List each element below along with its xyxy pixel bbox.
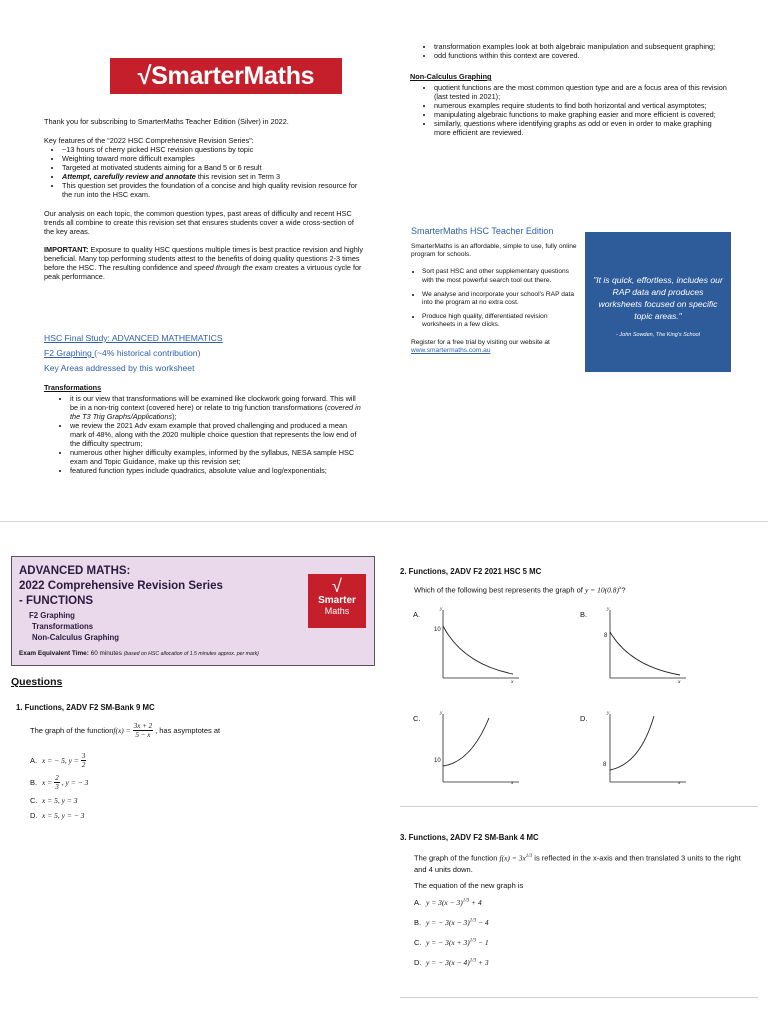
- q3-function-exponent: 1/3: [525, 854, 533, 859]
- banner-logo-word2: Maths: [324, 606, 350, 616]
- q1-stem-end: , has asymptotes at: [155, 726, 221, 735]
- promo-item: • We analyse and incorporate your school's RAP data into the program at no extra cost.: [422, 291, 581, 307]
- q2-stem-text: Which of the following best represents the graph of: [414, 585, 583, 595]
- intro-section: [44, 117, 364, 281]
- q3-option-d-label: D.: [414, 958, 422, 967]
- transformations-item: • odd functions within this context are covered.: [434, 51, 730, 60]
- q1-option-b-label: B.: [30, 778, 38, 787]
- q3-stem-middle: is reflected in the x-axis and then translated 3 units to the right and 4 units down.: [414, 853, 741, 874]
- q2-graph-a[interactable]: [413, 606, 523, 688]
- y-axis-label: y: [607, 710, 610, 716]
- q1-option-d[interactable]: [30, 811, 84, 820]
- questions-heading: Questions: [11, 676, 63, 688]
- banner-line1: ADVANCED MATHS:: [19, 565, 131, 577]
- q1-option-d-text: x = 5, y = − 3: [42, 811, 85, 820]
- q2-graph-d[interactable]: [580, 710, 690, 792]
- important-text: [44, 245, 364, 281]
- banner-sub1: F2 Graphing: [29, 611, 75, 620]
- transformations-continued-list: [410, 42, 730, 60]
- f2-graphing-link[interactable]: F2 Graphing: [44, 348, 95, 358]
- q3-stem-question: The equation of the new graph is: [414, 881, 524, 890]
- bottom-divider: [400, 997, 758, 998]
- q3-stem-start: The graph of the function: [414, 853, 498, 863]
- x-axis-label: x: [511, 780, 514, 786]
- q2-graph-b-label: B.: [580, 610, 588, 619]
- fraction-denominator: 2: [81, 761, 86, 769]
- q1-function: f(x) =: [113, 726, 131, 735]
- features-list: [44, 145, 364, 199]
- transformations-item: • featured function types include quadratics, absolute value and log/exponentials;: [70, 466, 364, 475]
- banner-line3: - FUNCTIONS: [19, 595, 94, 607]
- q2-question-mark: ?: [621, 585, 626, 595]
- non-calculus-item: • numerous examples require students to find both horizontal and vertical asymptotes;: [434, 101, 730, 110]
- transformations-item: • numerous other higher difficulty examples, informed by the syllabus, NESA sample HSC exam and Topic Guidance, make up this revision set;: [70, 448, 364, 466]
- important-label: IMPORTANT:: [44, 245, 89, 254]
- q3-option-b-text: y = − 3(x − 3): [426, 918, 470, 927]
- q3-option-a-text: y = 3(x − 3): [426, 898, 463, 907]
- q2-graph-d-intercept: 8: [603, 762, 607, 768]
- q2-graph-a-intercept: 10: [434, 627, 441, 633]
- study-title-link[interactable]: HSC Final Study: ADVANCED MATHEMATICS: [44, 333, 223, 343]
- q2-equation-exponent: x: [618, 585, 622, 591]
- transformations-item-text: it is our view that transformations will be examined like clockwork going forward. This will be in a non-trig context (covered here) or relate to trig function transformations (: [70, 394, 356, 412]
- q2-graph-b[interactable]: [580, 606, 690, 688]
- q2-graph-c-plot: [413, 710, 523, 792]
- q1-option-a-fraction: [81, 752, 87, 769]
- question-3-stem: [414, 851, 744, 875]
- banner-sub2: Transformations: [32, 622, 94, 631]
- non-calculus-item: • similarly, questions where identifying graphs as odd or even in order to make graphing more efficient are reviewed.: [434, 119, 730, 137]
- website-link[interactable]: www.smartermaths.com.au: [411, 346, 491, 354]
- q2-graph-c-intercept: 10: [434, 758, 441, 764]
- q1-option-b-rest: , y = − 3: [61, 778, 89, 787]
- q2-graph-b-plot: [580, 606, 690, 688]
- q1-option-a-text: x = − 5, y =: [42, 756, 79, 765]
- promo-quote: "It is quick, effortless, includes our RAP data and produces worksheets focused on specific topic areas.": [593, 275, 723, 321]
- q3-function: f(x) = 3x: [499, 853, 526, 863]
- q3-option-c-end: − 1: [476, 938, 489, 947]
- q3-option-c-exponent: 1/3: [469, 938, 477, 944]
- banner-line2: 2022 Comprehensive Revision Series: [19, 580, 223, 592]
- non-calculus-item: • manipulating algebraic functions to make graphing easier and more efficient is covered;: [434, 110, 730, 119]
- q2-graph-a-label: A.: [413, 610, 421, 619]
- exam-time-value: 60 minutes: [88, 650, 124, 657]
- q3-option-a-end: + 4: [469, 898, 482, 907]
- q1-fraction: [133, 722, 153, 739]
- banner-logo-check: √: [332, 576, 342, 596]
- q1-option-c[interactable]: [30, 796, 78, 805]
- features-heading: Key features of the “2022 HSC Comprehensive Revision Series”:: [44, 136, 254, 145]
- q3-option-c-text: y = − 3(x + 3): [426, 938, 470, 947]
- y-axis-label: y: [607, 606, 610, 612]
- q1-option-a[interactable]: [30, 752, 88, 769]
- important-body: Exposure to quality HSC questions multiple times is best practice revision and highly beneficial. Many top performing students attest to the benefits of doing quality questions 2-3 times before the HSC. The resulting confidence and: [44, 245, 364, 272]
- fraction-numerator: 3: [81, 752, 86, 760]
- non-calculus-item: • quotient functions are the most common question type and are a focus area of this revision (last tested in 2021);: [434, 83, 730, 101]
- banner-sub3: Non-Calculus Graphing: [32, 633, 120, 642]
- feature-emphasis: Attempt, carefully review and annotate: [62, 172, 196, 181]
- q1-option-c-label: C.: [30, 796, 38, 805]
- q3-option-c[interactable]: [414, 938, 489, 947]
- transformations-item-emphasis: covered in the T3 Trig Graphs/Applications: [70, 403, 361, 421]
- q2-graph-d-label: D.: [580, 714, 588, 723]
- analysis-text: Our analysis on each topic, the common question types, past areas of difficulty and recent HSC trends all combine to create this revision set that ensures students cover a wide cross-section of the key areas.: [44, 209, 354, 236]
- question-1-title: 1. Functions, 2ADV F2 SM-Bank 9 MC: [16, 703, 155, 712]
- x-axis-label: x: [678, 780, 681, 786]
- feature-item: • Weighting toward more difficult examples: [62, 154, 364, 163]
- q3-option-b-label: B.: [414, 918, 422, 927]
- q1-denominator: 5 − x: [135, 731, 151, 739]
- important-emphasis: speed through the exam: [193, 263, 273, 272]
- exam-time-note: (based on HSC allocation of 1.5 minutes approx. per mark): [123, 651, 259, 657]
- promo-list: [411, 268, 581, 329]
- study-topic-line: [44, 346, 364, 361]
- non-calculus-list: [410, 83, 730, 137]
- q3-option-a-label: A.: [414, 898, 422, 907]
- q2-equation: y = 10(0.8): [584, 585, 619, 595]
- q3-option-c-label: C.: [414, 938, 422, 947]
- historical-contribution: (~4% historical contribution): [94, 348, 201, 358]
- q3-option-d-exponent: 1/3: [469, 958, 477, 964]
- x-axis-label: x: [511, 679, 514, 685]
- transformations-item: [70, 394, 364, 421]
- q1-option-b-text: x =: [42, 778, 53, 787]
- feature-item: • This question set provides the foundation of a concise and high quality revision resource for the run into the HSC exam.: [62, 181, 364, 199]
- study-block: [44, 331, 364, 376]
- banner-logo: [308, 574, 366, 628]
- key-areas-line: Key Areas addressed by this worksheet: [44, 363, 195, 373]
- transformations-item-end: );: [172, 412, 177, 421]
- feature-item: • Targeted at motivated students aiming for a Band 5 or 6 result: [62, 163, 364, 172]
- q1-stem-start: The graph of the function: [30, 726, 114, 735]
- q1-option-c-text: x = 5, y = 3: [42, 796, 78, 805]
- question-2-title: 2. Functions, 2ADV F2 2021 HSC 5 MC: [400, 567, 542, 576]
- transformations-section: [44, 383, 364, 475]
- feature-item: • ~13 hours of cherry picked HSC revision questions by topic: [62, 145, 364, 154]
- transformations-heading: Transformations: [44, 383, 102, 392]
- y-axis-label: y: [440, 710, 443, 716]
- promo-item: • Sort past HSC and other supplementary questions with the most powerful search tool out there.: [422, 268, 581, 284]
- exam-time-label: Exam Equivalent Time:: [19, 650, 89, 657]
- non-calculus-heading: Non-Calculus Graphing: [410, 72, 492, 81]
- y-axis-label: y: [440, 606, 443, 612]
- feature-rest: this revision set in Term 3: [195, 172, 281, 181]
- q2-graph-d-plot: [580, 710, 690, 792]
- q2-graph-c[interactable]: [413, 710, 523, 792]
- thanks-text: Thank you for subscribing to SmarterMaths Teacher Edition (Silver) in 2022.: [44, 117, 289, 126]
- revision-banner: [11, 556, 375, 666]
- x-axis-label: x: [678, 679, 681, 685]
- feature-item: [62, 172, 364, 181]
- q2-graph-a-plot: [413, 606, 523, 688]
- question-1-stem: [30, 722, 220, 739]
- q1-option-d-label: D.: [30, 811, 38, 820]
- important-body-end: creates a virtuous cycle for peak performance.: [44, 263, 362, 281]
- q1-numerator: 3x + 2: [133, 722, 153, 730]
- q2-graph-c-label: C.: [413, 714, 421, 723]
- q3-option-d-end: + 3: [476, 958, 489, 967]
- promo-title: SmarterMaths HSC Teacher Edition: [411, 226, 554, 236]
- q3-option-a[interactable]: [414, 898, 482, 907]
- banner-logo-word1: Smarter: [318, 595, 356, 606]
- promo-description: SmarterMaths is an affordable, simple to use, fully online program for schools.: [411, 243, 577, 259]
- promo-quote-author: - John Sowden, The King's School: [616, 332, 700, 338]
- q1-option-a-label: A.: [30, 756, 38, 765]
- q3-option-b-exponent: 1/3: [469, 918, 477, 924]
- question-3-title: 3. Functions, 2ADV F2 SM-Bank 4 MC: [400, 833, 539, 842]
- page-divider: [0, 521, 768, 522]
- transformations-item: • transformation examples look at both algebraic manipulation and subsequent graphing;: [434, 42, 730, 51]
- q2-graph-b-intercept: 8: [604, 633, 608, 639]
- logo-text: √SmarterMaths: [137, 62, 315, 90]
- top-right-section: [410, 42, 730, 137]
- q3-option-b[interactable]: [414, 918, 489, 927]
- register-text: Register for a free trial by visiting our website at: [411, 338, 550, 346]
- fraction-denominator: 3: [55, 783, 59, 791]
- q1-option-b[interactable]: [30, 774, 88, 791]
- exam-time: [19, 650, 259, 657]
- q3-option-d-text: y = − 3(x − 4): [426, 958, 470, 967]
- transformations-list: [44, 394, 364, 475]
- q3-option-a-exponent: 1/3: [462, 898, 470, 904]
- smartermaths-logo: [110, 58, 342, 94]
- question-divider: [400, 806, 758, 807]
- question-2-stem: [414, 585, 626, 595]
- q3-option-b-end: − 4: [476, 918, 489, 927]
- q3-option-d[interactable]: [414, 958, 489, 967]
- promo-quote-box: [585, 232, 731, 372]
- q1-option-b-fraction: [54, 774, 60, 791]
- fraction-numerator: 2: [55, 774, 59, 782]
- promo-left: [411, 225, 581, 355]
- transformations-item: • we review the 2021 Adv exam example that proved challenging and produced a mean mark of 48%, along with the 2020 multiple choice question that represents the low end of the difficulty spectrum;: [70, 421, 364, 448]
- promo-item: • Produce high quality, differentiated revision worksheets in a few clicks.: [422, 313, 581, 329]
